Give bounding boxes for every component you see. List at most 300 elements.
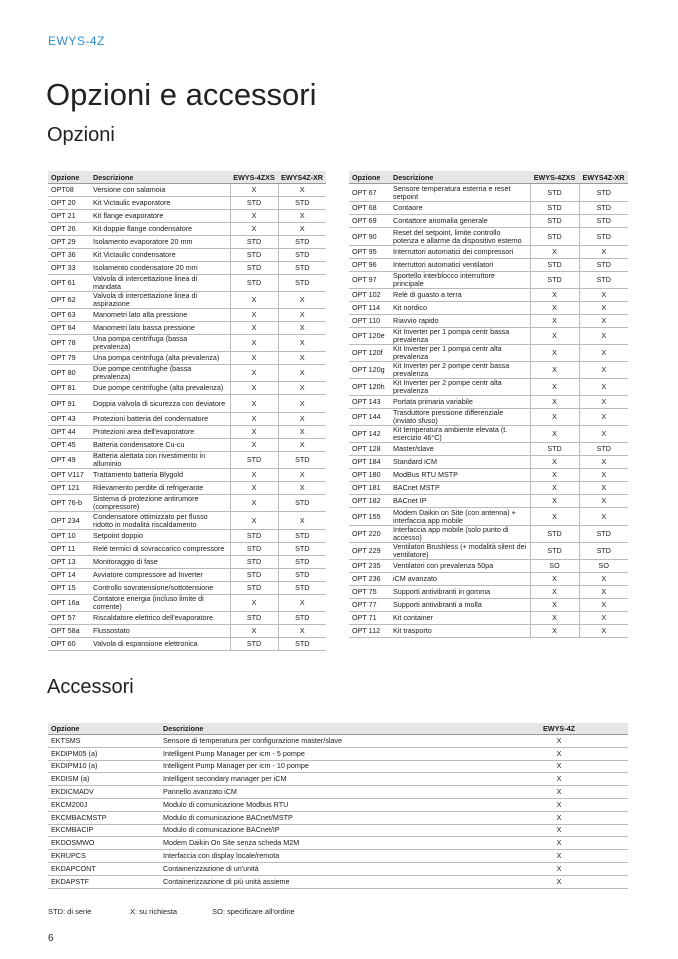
description-cell: Interfaccia app mobile (solo punto di accesso)	[390, 526, 530, 543]
ewys-4zxs-cell: STD	[530, 202, 579, 215]
accessory-code-cell: EKDAPCONT	[48, 862, 160, 875]
table-row	[48, 773, 628, 786]
table-row	[48, 612, 326, 625]
ewys4z-xr-cell: X	[278, 184, 326, 197]
option-code-cell: OPT 97	[349, 272, 390, 289]
ewys-4zxs-cell: X	[230, 292, 278, 309]
ewys4z-xr-cell: X	[278, 413, 326, 426]
description-cell: Controllo sovratensione/sottotensione	[90, 582, 230, 595]
table-row	[349, 469, 628, 482]
table-row	[48, 223, 326, 236]
table-row	[349, 228, 628, 246]
ewys4z-xr-cell: X	[579, 495, 628, 508]
description-cell: Containerizzazione di più unità assieme	[160, 875, 490, 888]
option-code-cell: OPT 102	[349, 289, 390, 302]
ewys-4z-cell: X	[490, 824, 628, 837]
table-row	[48, 452, 326, 469]
ewys-4zxs-cell: STD	[230, 262, 278, 275]
table-header-row	[349, 171, 628, 184]
col-header-option: Opzione	[48, 723, 160, 735]
table-row	[349, 396, 628, 409]
description-cell: Trattamento batteria Blygold	[90, 469, 230, 482]
table-row	[349, 246, 628, 259]
option-code-cell: OPT 120h	[349, 379, 390, 396]
ewys4z-xr-cell: STD	[579, 526, 628, 543]
table-row	[48, 569, 326, 582]
option-code-cell: OPT 120e	[349, 328, 390, 345]
table-row	[349, 409, 628, 426]
ewys-4zxs-cell: X	[530, 482, 579, 495]
option-code-cell: OPT 110	[349, 315, 390, 328]
description-cell: Sensore temperatura esterna e reset setpoint	[390, 184, 530, 202]
ewys-4zxs-cell: STD	[230, 638, 278, 651]
col-header-ewys-4z: EWYS-4Z	[490, 723, 628, 735]
ewys4z-xr-cell: X	[278, 352, 326, 365]
table-row	[48, 335, 326, 352]
ewys-4zxs-cell: X	[230, 595, 278, 612]
option-code-cell: OPT 13	[48, 556, 90, 569]
description-cell: Contatore energia (incluso limite di corrente)	[90, 595, 230, 612]
table-row	[48, 625, 326, 638]
ewys4z-xr-cell: X	[278, 210, 326, 223]
option-code-cell: OPT 58a	[48, 625, 90, 638]
description-cell: Kit trasporto	[390, 625, 530, 638]
options-table-left	[48, 171, 326, 651]
table-row	[48, 786, 628, 799]
option-code-cell: OPT 143	[349, 396, 390, 409]
description-cell: Containerizzazione di un'unità	[160, 862, 490, 875]
description-cell: ModBus RTU MSTP	[390, 469, 530, 482]
option-code-cell: OPT 155	[349, 508, 390, 526]
description-cell: Ventilatori Brushless (+ modalità silent dei ventilatore)	[390, 543, 530, 560]
description-cell: Relè termici di sovraccarico compressore	[90, 543, 230, 556]
table-row	[48, 426, 326, 439]
ewys-4z-cell: X	[490, 811, 628, 824]
description-cell: Versione con salamoia	[90, 184, 230, 197]
option-code-cell: OPT 220	[349, 526, 390, 543]
ewys4z-xr-cell: X	[579, 362, 628, 379]
description-cell: Protezioni batteria del condensatore	[90, 413, 230, 426]
option-code-cell: OPT 120f	[349, 345, 390, 362]
ewys-4zxs-cell: X	[530, 469, 579, 482]
option-code-cell: OPT 61	[48, 275, 90, 292]
options-heading: Opzioni	[47, 124, 115, 146]
ewys-4zxs-cell: STD	[230, 569, 278, 582]
option-code-cell: OPT 44	[48, 426, 90, 439]
ewys-4zxs-cell: X	[230, 426, 278, 439]
ewys-4zxs-cell: STD	[530, 443, 579, 456]
ewys4z-xr-cell: X	[579, 508, 628, 526]
option-code-cell: OPT 180	[349, 469, 390, 482]
ewys4z-xr-cell: STD	[278, 569, 326, 582]
table-row	[48, 811, 628, 824]
option-code-cell: OPT 75	[349, 586, 390, 599]
ewys-4zxs-cell: SO	[530, 560, 579, 573]
option-code-cell: OPT 91	[48, 395, 90, 413]
ewys4z-xr-cell: STD	[579, 184, 628, 202]
description-cell: Intelligent Pump Manager per icm - 5 pompe	[160, 747, 490, 760]
ewys-4zxs-cell: X	[230, 495, 278, 512]
ewys-4zxs-cell: X	[530, 379, 579, 396]
ewys4z-xr-cell: X	[278, 625, 326, 638]
ewys4z-xr-cell: STD	[278, 495, 326, 512]
ewys-4z-cell: X	[490, 798, 628, 811]
ewys-4zxs-cell: X	[230, 439, 278, 452]
table-row	[349, 526, 628, 543]
ewys-4zxs-cell: X	[530, 396, 579, 409]
ewys4z-xr-cell: STD	[278, 275, 326, 292]
table-row	[349, 508, 628, 526]
option-code-cell: OPT 120g	[349, 362, 390, 379]
description-cell: Intelligent Pump Manager per icm - 10 pompe	[160, 760, 490, 773]
ewys-4zxs-cell: X	[530, 508, 579, 526]
ewys-4zxs-cell: STD	[230, 452, 278, 469]
table-row	[349, 586, 628, 599]
table-row	[48, 395, 326, 413]
ewys-4zxs-cell: STD	[230, 236, 278, 249]
option-code-cell: OPT 49	[48, 452, 90, 469]
option-code-cell: OPT 16a	[48, 595, 90, 612]
table-row	[48, 249, 326, 262]
ewys-4zxs-cell: X	[230, 210, 278, 223]
table-row	[48, 747, 628, 760]
legend-so: SO: specificare all'ordine	[212, 907, 295, 916]
option-code-cell: OPT 67	[349, 184, 390, 202]
option-code-cell: OPT08	[48, 184, 90, 197]
ewys4z-xr-cell: X	[278, 482, 326, 495]
description-cell: Contattore anomalia generale	[390, 215, 530, 228]
page-number: 6	[48, 933, 54, 944]
ewys4z-xr-cell: X	[579, 586, 628, 599]
table-row	[349, 184, 628, 202]
description-cell: Interruttori automatici dei compressori	[390, 246, 530, 259]
option-code-cell: OPT 96	[349, 259, 390, 272]
description-cell: Kit Victaulic condensatore	[90, 249, 230, 262]
ewys4z-xr-cell: X	[278, 292, 326, 309]
ewys4z-xr-cell: X	[278, 439, 326, 452]
description-cell: Interruttori automatici ventilatori	[390, 259, 530, 272]
option-code-cell: OPT 76-b	[48, 495, 90, 512]
ewys4z-xr-cell: X	[579, 599, 628, 612]
ewys4z-xr-cell: X	[278, 426, 326, 439]
table-row	[48, 292, 326, 309]
ewys4z-xr-cell: X	[278, 512, 326, 530]
option-code-cell: OPT 144	[349, 409, 390, 426]
description-cell: Kit Inverter per 1 pompa centr alta prevalenza	[390, 345, 530, 362]
ewys-4zxs-cell: X	[530, 345, 579, 362]
ewys-4zxs-cell: STD	[230, 249, 278, 262]
col-header-description: Descrizione	[90, 171, 230, 184]
col-header-ewys-4zxs: EWYS-4ZXS	[530, 171, 579, 184]
ewys4z-xr-cell: SO	[579, 560, 628, 573]
table-row	[48, 595, 326, 612]
option-code-cell: OPT 182	[349, 495, 390, 508]
ewys4z-xr-cell: X	[278, 595, 326, 612]
accessory-code-cell: EKDIPM10 (a)	[48, 760, 160, 773]
ewys-4zxs-cell: X	[530, 599, 579, 612]
ewys-4zxs-cell: X	[230, 413, 278, 426]
option-code-cell: OPT 33	[48, 262, 90, 275]
col-header-description: Descrizione	[160, 723, 490, 735]
ewys4z-xr-cell: X	[278, 223, 326, 236]
ewys-4zxs-cell: X	[530, 362, 579, 379]
description-cell: iCM avanzato	[390, 573, 530, 586]
table-row	[349, 345, 628, 362]
table-row	[48, 862, 628, 875]
ewys4z-xr-cell: STD	[579, 259, 628, 272]
table-row	[48, 322, 326, 335]
ewys4z-xr-cell: X	[579, 573, 628, 586]
table-row	[48, 469, 326, 482]
legend-std: STD: di serie	[48, 907, 92, 916]
table-row	[48, 837, 628, 850]
table-row	[48, 275, 326, 292]
description-cell: Condensatore ottimizzato per flusso ridotto in modalità riscaldamento	[90, 512, 230, 530]
ewys4z-xr-cell: STD	[579, 228, 628, 246]
description-cell: Isolamento condensatore 20 mm	[90, 262, 230, 275]
option-code-cell: OPT 128	[349, 443, 390, 456]
option-code-cell: OPT 114	[349, 302, 390, 315]
table-row	[349, 202, 628, 215]
ewys-4z-cell: X	[490, 747, 628, 760]
description-cell: Pannello avanzato iCM	[160, 786, 490, 799]
description-cell: Kit container	[390, 612, 530, 625]
table-row	[48, 556, 326, 569]
option-code-cell: OPT 45	[48, 439, 90, 452]
ewys-4z-cell: X	[490, 862, 628, 875]
ewys4z-xr-cell: X	[579, 409, 628, 426]
table-header-row	[48, 723, 628, 735]
ewys-4zxs-cell: X	[530, 246, 579, 259]
description-cell: Kit nordico	[390, 302, 530, 315]
option-code-cell: OPT 78	[48, 335, 90, 352]
ewys-4zxs-cell: X	[230, 365, 278, 382]
legend-x: X: su richiesta	[130, 907, 178, 916]
ewys-4zxs-cell: X	[530, 456, 579, 469]
ewys4z-xr-cell: STD	[278, 236, 326, 249]
option-code-cell: OPT 26	[48, 223, 90, 236]
description-cell: Riscaldatore elettrico dell'evaporatore	[90, 612, 230, 625]
ewys4z-xr-cell: X	[278, 382, 326, 395]
ewys-4zxs-cell: STD	[530, 526, 579, 543]
description-cell: Sensore di temperatura per configurazione master/slave	[160, 735, 490, 748]
description-cell: Interfaccia con display locale/remota	[160, 850, 490, 863]
description-cell: Contaore	[390, 202, 530, 215]
ewys4z-xr-cell: X	[579, 345, 628, 362]
option-code-cell: OPT 11	[48, 543, 90, 556]
accessory-code-cell: EKTSMS	[48, 735, 160, 748]
ewys4z-xr-cell: X	[278, 395, 326, 413]
ewys4z-xr-cell: X	[579, 379, 628, 396]
option-code-cell: OPT 68	[349, 202, 390, 215]
table-row	[48, 543, 326, 556]
table-row	[48, 638, 326, 651]
description-cell: Master/slave	[390, 443, 530, 456]
accessories-table	[48, 723, 628, 889]
ewys-4zxs-cell: X	[530, 625, 579, 638]
description-cell: Rilevamento perdite di refrigerante	[90, 482, 230, 495]
ewys4z-xr-cell: X	[278, 469, 326, 482]
ewys4z-xr-cell: X	[579, 289, 628, 302]
option-code-cell: OPT 112	[349, 625, 390, 638]
ewys-4zxs-cell: X	[530, 612, 579, 625]
table-row	[349, 543, 628, 560]
option-code-cell: OPT 184	[349, 456, 390, 469]
ewys4z-xr-cell: STD	[278, 249, 326, 262]
table-row	[48, 760, 628, 773]
description-cell: Trasduttore pressione differenziale (inviato sfuso)	[390, 409, 530, 426]
ewys4z-xr-cell: X	[579, 396, 628, 409]
ewys-4z-cell: X	[490, 875, 628, 888]
ewys-4z-cell: X	[490, 773, 628, 786]
description-cell: Kit Inverter per 2 pompe centr bassa prevalenza	[390, 362, 530, 379]
accessory-code-cell: EKCMBACMSTP	[48, 811, 160, 824]
table-row	[48, 210, 326, 223]
description-cell: Intelligent secondary manager per iCM	[160, 773, 490, 786]
ewys-4zxs-cell: X	[230, 512, 278, 530]
description-cell: Kit flange evaporatore	[90, 210, 230, 223]
description-cell: Riavvio rapido	[390, 315, 530, 328]
option-code-cell: OPT 63	[48, 309, 90, 322]
table-row	[349, 328, 628, 345]
ewys-4zxs-cell: X	[230, 482, 278, 495]
ewys-4zxs-cell: STD	[530, 259, 579, 272]
description-cell: Due pompe centrifughe (alta prevalenza)	[90, 382, 230, 395]
ewys-4zxs-cell: X	[530, 302, 579, 315]
ewys-4z-cell: X	[490, 735, 628, 748]
ewys4z-xr-cell: STD	[278, 262, 326, 275]
ewys4z-xr-cell: STD	[278, 530, 326, 543]
description-cell: Manometri lato bassa pressione	[90, 322, 230, 335]
ewys-4zxs-cell: X	[230, 625, 278, 638]
ewys4z-xr-cell: STD	[579, 543, 628, 560]
description-cell: Manometri lato alta pressione	[90, 309, 230, 322]
ewys-4zxs-cell: X	[230, 184, 278, 197]
option-code-cell: OPT 80	[48, 365, 90, 382]
ewys-4zxs-cell: STD	[230, 543, 278, 556]
description-cell: Modulo di comunicazione BACnet/IP	[160, 824, 490, 837]
col-header-ewys-4zxs: EWYS-4ZXS	[230, 171, 278, 184]
table-row	[349, 625, 628, 638]
ewys4z-xr-cell: STD	[278, 582, 326, 595]
table-row	[48, 850, 628, 863]
ewys-4zxs-cell: X	[530, 426, 579, 443]
ewys-4zxs-cell: X	[230, 335, 278, 352]
ewys-4zxs-cell: X	[230, 352, 278, 365]
option-code-cell: OPT 64	[48, 322, 90, 335]
option-code-cell: OPT 29	[48, 236, 90, 249]
description-cell: Supporti antivibranti in gomma	[390, 586, 530, 599]
table-row	[349, 482, 628, 495]
description-cell: Modulo di comunicazione BACnet/MSTP	[160, 811, 490, 824]
description-cell: Doppia valvola di sicurezza con deviatore	[90, 395, 230, 413]
option-code-cell: OPT 79	[48, 352, 90, 365]
description-cell: BACnet MSTP	[390, 482, 530, 495]
table-row	[48, 439, 326, 452]
ewys4z-xr-cell: X	[278, 335, 326, 352]
ewys4z-xr-cell: STD	[278, 638, 326, 651]
table-row	[48, 824, 628, 837]
table-row	[349, 215, 628, 228]
option-code-cell: OPT 14	[48, 569, 90, 582]
description-cell: Supporti antivibranti a molla	[390, 599, 530, 612]
option-code-cell: OPT 69	[349, 215, 390, 228]
description-cell: Sistema di protezione antirumore (compressore)	[90, 495, 230, 512]
option-code-cell: OPT 10	[48, 530, 90, 543]
table-row	[48, 184, 326, 197]
col-header-option: Opzione	[48, 171, 90, 184]
col-header-ewys4z-xr: EWYS4Z-XR	[579, 171, 628, 184]
table-row	[48, 482, 326, 495]
ewys-4zxs-cell: X	[230, 382, 278, 395]
table-row	[349, 599, 628, 612]
description-cell: Kit Inverter per 1 pompa centr bassa prevalenza	[390, 328, 530, 345]
table-row	[48, 365, 326, 382]
table-row	[48, 495, 326, 512]
option-code-cell: OPT 36	[48, 249, 90, 262]
ewys-4zxs-cell: STD	[230, 275, 278, 292]
description-cell: Valvola di intercettazione linea di aspirazione	[90, 292, 230, 309]
ewys4z-xr-cell: X	[579, 302, 628, 315]
accessory-code-cell: EKDAPSTF	[48, 875, 160, 888]
option-code-cell: OPT 21	[48, 210, 90, 223]
ewys4z-xr-cell: X	[278, 309, 326, 322]
ewys-4zxs-cell: X	[530, 573, 579, 586]
description-cell: Due pompe centrifughe (bassa prevalenza)	[90, 365, 230, 382]
accessory-code-cell: EKDOSMWO	[48, 837, 160, 850]
ewys4z-xr-cell: X	[579, 315, 628, 328]
option-code-cell: OPT 60	[48, 638, 90, 651]
option-code-cell: OPT 57	[48, 612, 90, 625]
ewys4z-xr-cell: STD	[278, 452, 326, 469]
option-code-cell: OPT 71	[349, 612, 390, 625]
table-row	[48, 352, 326, 365]
table-row	[349, 426, 628, 443]
description-cell: Modem Daikin on Site (con antenna) + interfaccia app mobile	[390, 508, 530, 526]
accessory-code-cell: EKCM200J	[48, 798, 160, 811]
ewys4z-xr-cell: X	[579, 612, 628, 625]
ewys4z-xr-cell: STD	[278, 543, 326, 556]
option-code-cell: OPT 121	[48, 482, 90, 495]
table-row	[48, 236, 326, 249]
ewys-4z-cell: X	[490, 786, 628, 799]
accessory-code-cell: EKRUPCS	[48, 850, 160, 863]
table-row	[48, 413, 326, 426]
ewys-4zxs-cell: X	[530, 586, 579, 599]
ewys-4zxs-cell: STD	[230, 556, 278, 569]
ewys4z-xr-cell: X	[278, 365, 326, 382]
ewys-4zxs-cell: X	[230, 322, 278, 335]
ewys4z-xr-cell: STD	[579, 202, 628, 215]
ewys4z-xr-cell: STD	[278, 556, 326, 569]
ewys-4z-cell: X	[490, 850, 628, 863]
ewys-4zxs-cell: X	[530, 289, 579, 302]
table-row	[349, 315, 628, 328]
ewys-4zxs-cell: X	[530, 328, 579, 345]
options-table-right	[349, 171, 628, 638]
ewys-4zxs-cell: STD	[230, 612, 278, 625]
option-code-cell: OPT 236	[349, 573, 390, 586]
ewys-4zxs-cell: X	[230, 223, 278, 236]
option-code-cell: OPT 90	[349, 228, 390, 246]
description-cell: Valvola di espansione elettronica	[90, 638, 230, 651]
table-row	[349, 612, 628, 625]
description-cell: Batteria alettata con rivestimento in alluminio	[90, 452, 230, 469]
col-header-ewys4z-xr: EWYS4Z-XR	[278, 171, 326, 184]
description-cell: Reset del setpoint, limite controllo potenza e allarme da dispositivo esterno	[390, 228, 530, 246]
option-code-cell: OPT 142	[349, 426, 390, 443]
table-header-row	[48, 171, 326, 184]
